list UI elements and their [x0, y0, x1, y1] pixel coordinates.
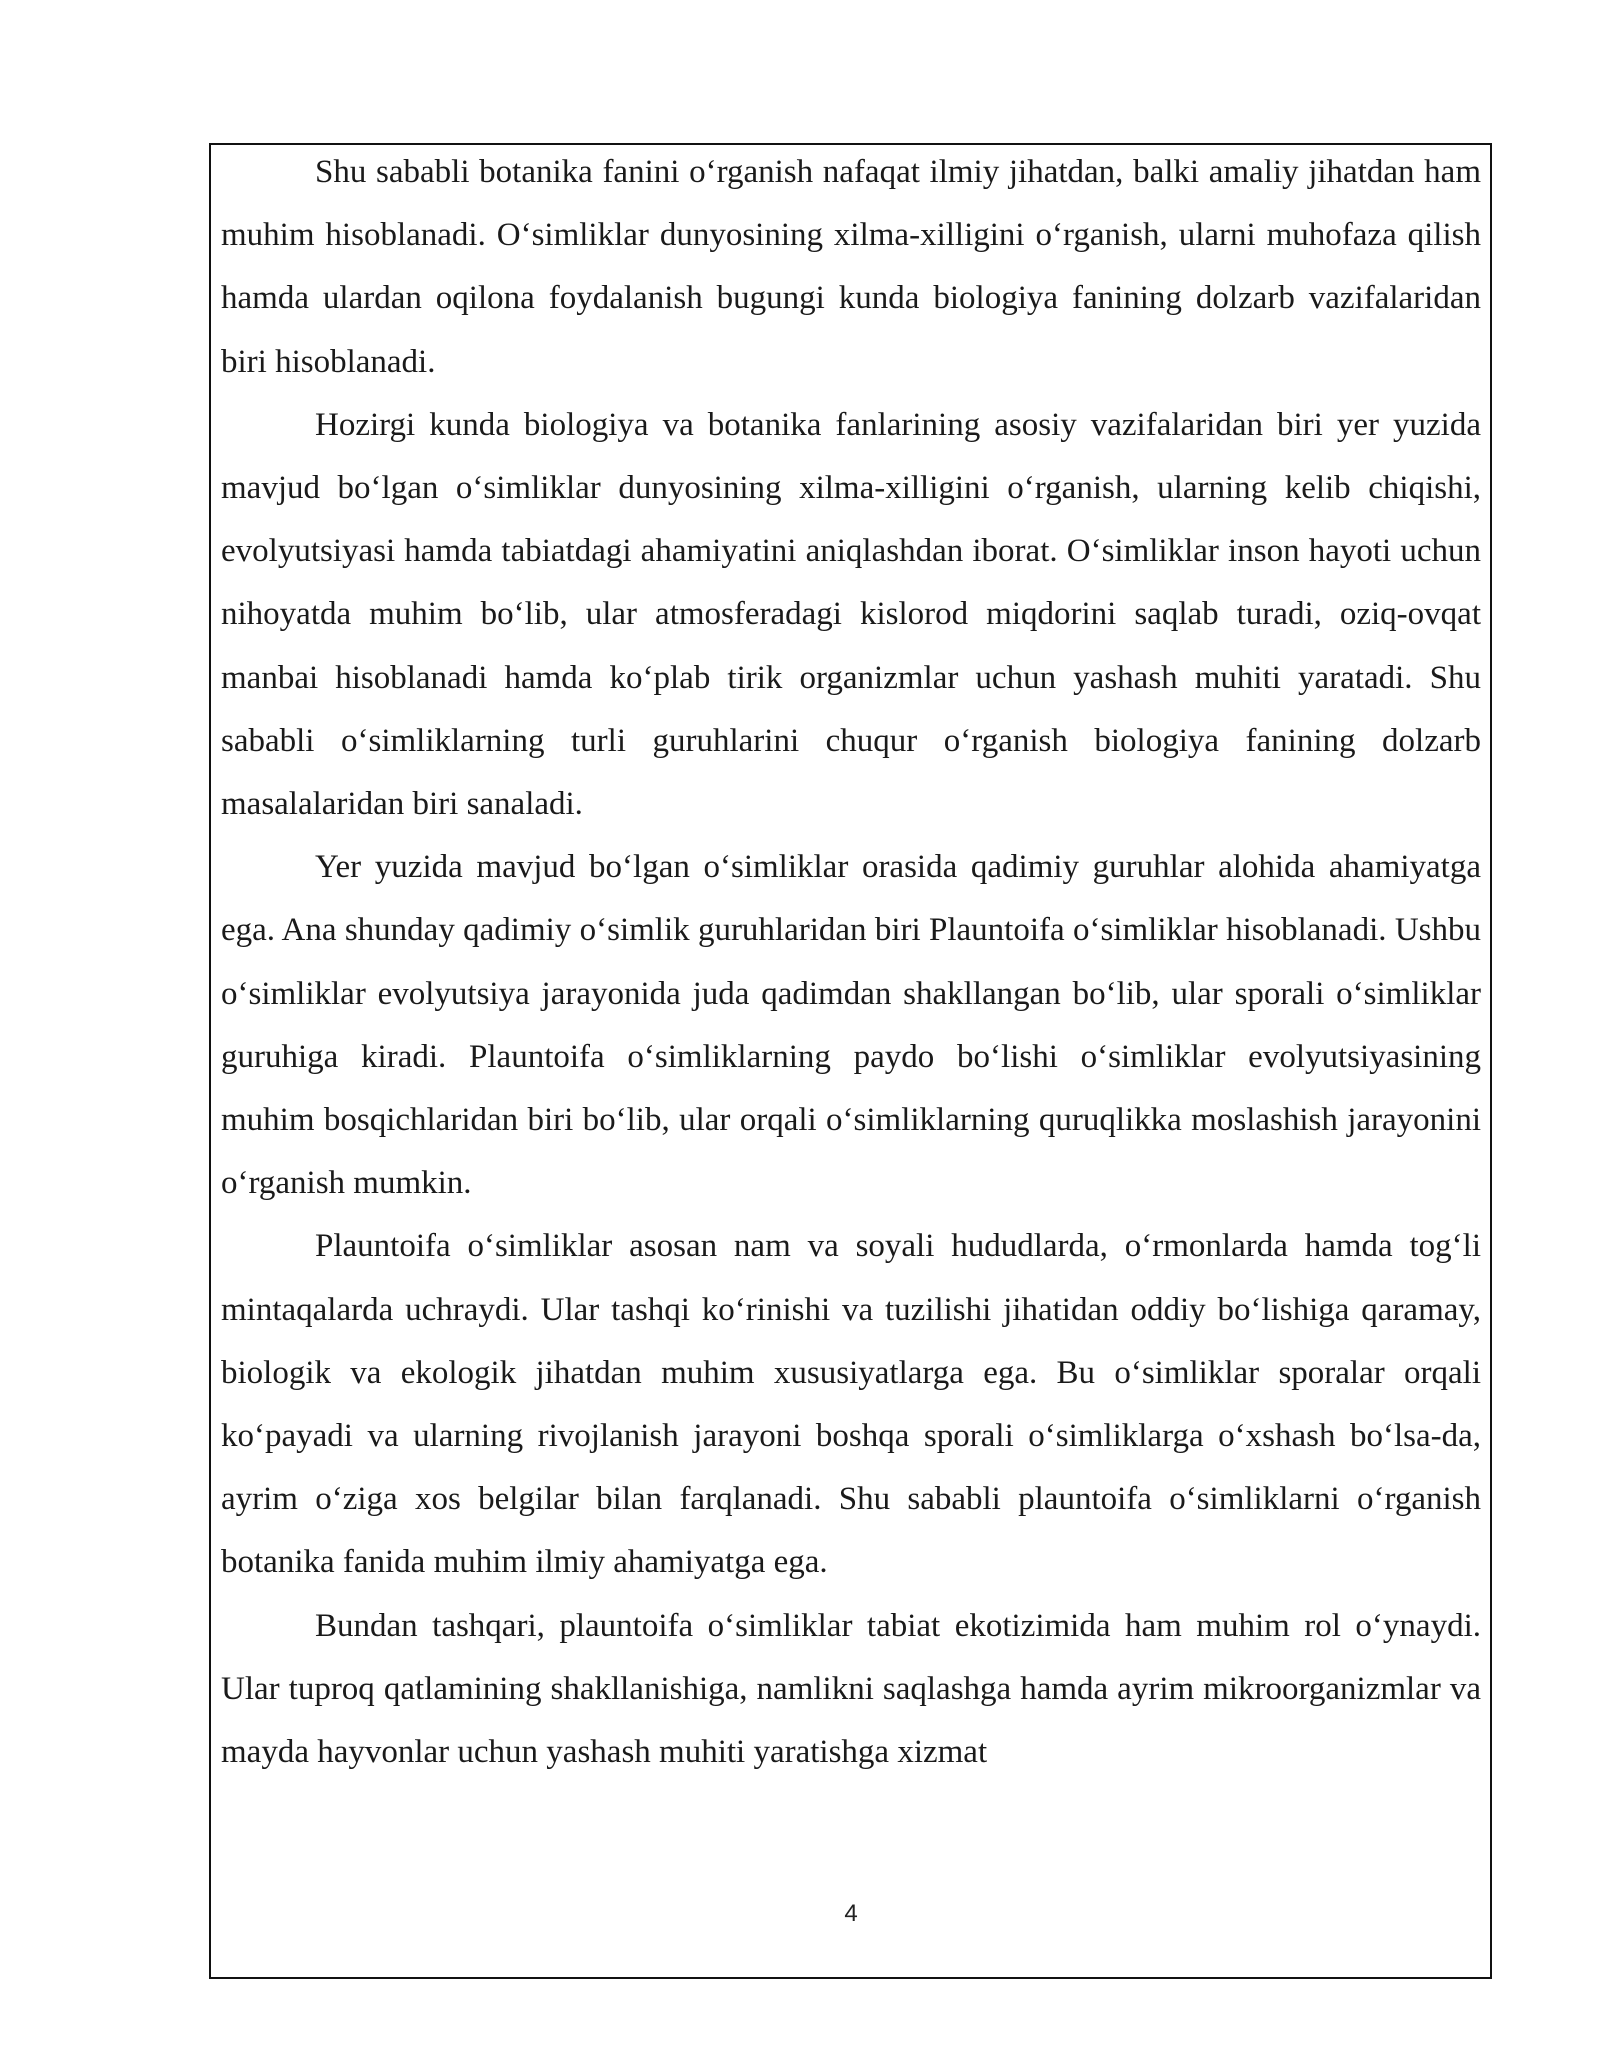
paragraph: Shu sababli botanika fanini oʻrganish nafaqat ilmiy jihatdan, balki amaliy jihatdan ham muhim hisoblanadi. Oʻsimliklar dunyosining xilma-xilligini oʻrganish, ularni muhofaza qilish hamda ulardan oqilona foydalanish bugungi kunda biologiya fanining dolzarb vazifalaridan biri hisoblanadi. [221, 154, 1481, 380]
document-body [221, 141, 1481, 1784]
paragraph: Plauntoifa oʻsimliklar asosan nam va soyali hududlarda, oʻrmonlarda hamda togʻli mintaqalarda uchraydi. Ular tashqi koʻrinishi va tuzilishi jihatidan oddiy boʻlishiga qaramay, biologik va ekologik jihatdan muhim xususiyatlarga ega. Bu oʻsimliklar sporalar orqali koʻpayadi va ularning rivojlanish jarayoni boshqa sporali oʻsimliklarga oʻxshash boʻlsa-da, ayrim oʻziga xos belgilar bilan farqlanadi. Shu sababli plauntoifa oʻsimliklarni oʻrganish botanika fanida muhim ilmiy ahamiyatga ega. [221, 1228, 1481, 1581]
paragraph: Yer yuzida mavjud boʻlgan oʻsimliklar orasida qadimiy guruhlar alohida ahamiyatga ega. Ana shunday qadimiy oʻsimlik guruhlaridan biri Plauntoifa oʻsimliklar hisoblanadi. Ushbu oʻsimliklar evolyutsiya jarayonida juda qadimdan shakllangan boʻlib, ular sporali oʻsimliklar guruhiga kiradi. Plauntoifa oʻsimliklarning paydo boʻlishi oʻsimliklar evolyutsiyasining muhim bosqichlaridan biri boʻlib, ular orqali oʻsimliklarning quruqlikka moslashish jarayonini oʻrganish mumkin. [221, 849, 1481, 1202]
paragraph: Hozirgi kunda biologiya va botanika fanlarining asosiy vazifalaridan biri yer yuzida mavjud boʻlgan oʻsimliklar dunyosining xilma-xilligini oʻrganish, ularning kelib chiqishi, evolyutsiyasi hamda tabiatdagi ahamiyatini aniqlashdan iborat. Oʻsimliklar inson hayoti uchun nihoyatda muhim boʻlib, ular atmosferadagi kislorod miqdorini saqlab turadi, oziq-ovqat manbai hisoblanadi hamda koʻplab tirik organizmlar uchun yashash muhiti yaratadi. Shu sababli oʻsimliklarning turli guruhlarini chuqur oʻrganish biologiya fanining dolzarb masalalaridan biri sanaladi. [221, 406, 1481, 823]
page-number: 4 [844, 1900, 858, 1927]
paragraph: Bundan tashqari, plauntoifa oʻsimliklar tabiat ekotizimida ham muhim rol oʻynaydi. Ular tuproq qatlamining shakllanishiga, namlikni saqlashga hamda ayrim mikroorganizmlar va mayda hayvonlar uchun yashash muhiti yaratishga xizmat [221, 1607, 1481, 1771]
